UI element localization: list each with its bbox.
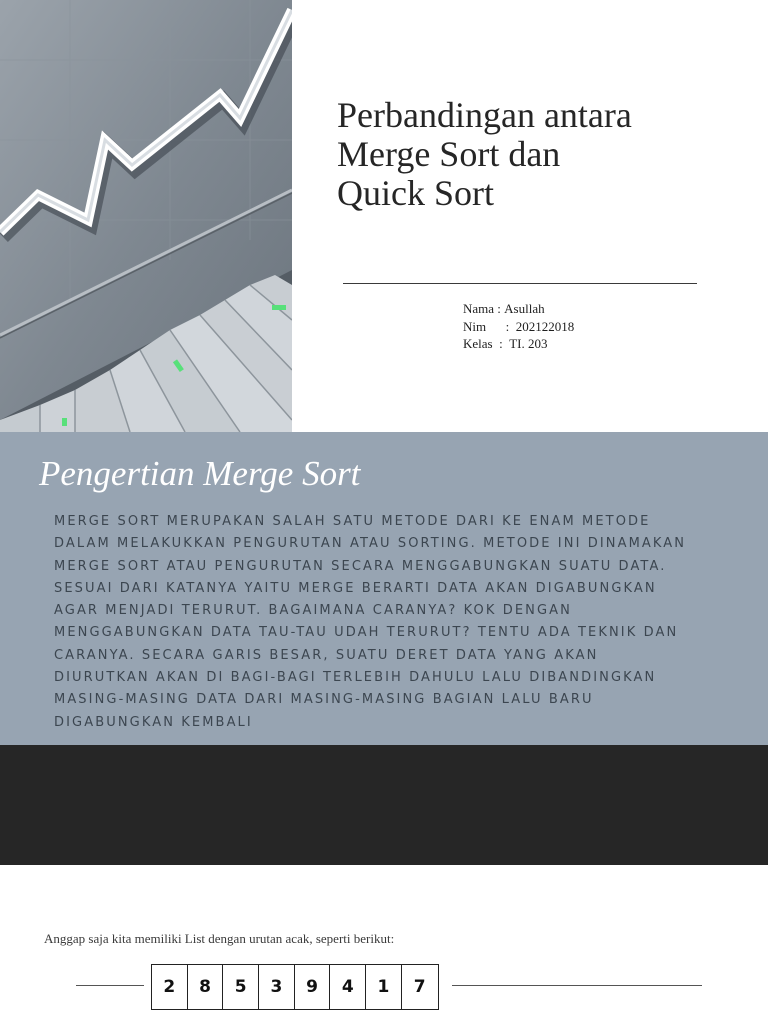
- info-value: Asullah: [504, 301, 545, 316]
- info-label: Nama: [463, 301, 495, 316]
- list-item: 8: [188, 965, 224, 1009]
- example-slide: [0, 865, 768, 1024]
- dark-divider-band: [0, 745, 768, 865]
- info-label: Kelas: [463, 336, 493, 351]
- array-left-line: [76, 985, 144, 986]
- list-item: 5: [223, 965, 259, 1009]
- info-value: 202122018: [515, 318, 575, 334]
- array-right-line: [452, 985, 702, 986]
- info-separator: :: [492, 336, 510, 351]
- list-item: 4: [330, 965, 366, 1009]
- title-divider: [343, 283, 697, 284]
- info-row-nim: [463, 318, 574, 336]
- info-separator: :: [486, 318, 516, 334]
- info-value: TI. 203: [509, 336, 548, 351]
- definition-slide: [0, 432, 768, 745]
- student-info: [463, 300, 574, 353]
- presentation-title: [337, 96, 757, 213]
- stairs-growth-photo: [0, 0, 292, 432]
- title-line-1: Perbandingan antara: [337, 95, 632, 135]
- list-item: 2: [152, 965, 188, 1009]
- title-line-2: Merge Sort dan: [337, 134, 561, 174]
- title-line-3: Quick Sort: [337, 173, 494, 213]
- example-intro-text: Anggap saja kita memiliki List dengan urutan acak, seperti berikut:: [44, 931, 395, 946]
- unsorted-list: [151, 964, 439, 1010]
- info-row-kelas: [463, 335, 574, 353]
- list-item: 7: [413, 977, 426, 997]
- list-item: 3: [259, 965, 295, 1009]
- info-row-nama: [463, 300, 574, 318]
- info-label: Nim: [463, 318, 487, 334]
- list-item: 1: [366, 965, 402, 1009]
- section-heading: Pengertian Merge Sort: [39, 454, 361, 493]
- definition-paragraph: MERGE SORT MERUPAKAN SALAH SATU METODE DARI KE ENAM METODE DALAM MELAKUKKAN PENGURUTAN ATAU SORTING. METODE INI DINAMAKAN MERGE SORT ATAU PENGURUTAN SECARA MENGGABUNGKAN SUATU DATA. SESUAI DARI KATANYA YAITU MERGE BERARTI DATA AKAN DIGABUNGKAN AGAR MENJADI TERURUT. BAGAIMANA CARANYA? KOK DENGAN MENGGABUNGKAN DATA TAU-TAU UDAH TERURUT? TENTU ADA TEKNIK DAN CARANYA. SECARA GARIS BESAR, SUATU DERET DATA YANG AKAN DIURUTKAN AKAN DI BAGI-BAGI TERLEBIH DAHULU LALU DIBANDINGKAN MASING-MASING DATA DARI MASING-MASING BAGIAN LALU BARU DIGABUNGKAN KEMBALI: [54, 514, 687, 730]
- stairs-growth-illustration: [0, 0, 292, 432]
- title-slide: [0, 0, 768, 432]
- info-separator: :: [494, 301, 505, 316]
- list-item: 9: [295, 965, 331, 1009]
